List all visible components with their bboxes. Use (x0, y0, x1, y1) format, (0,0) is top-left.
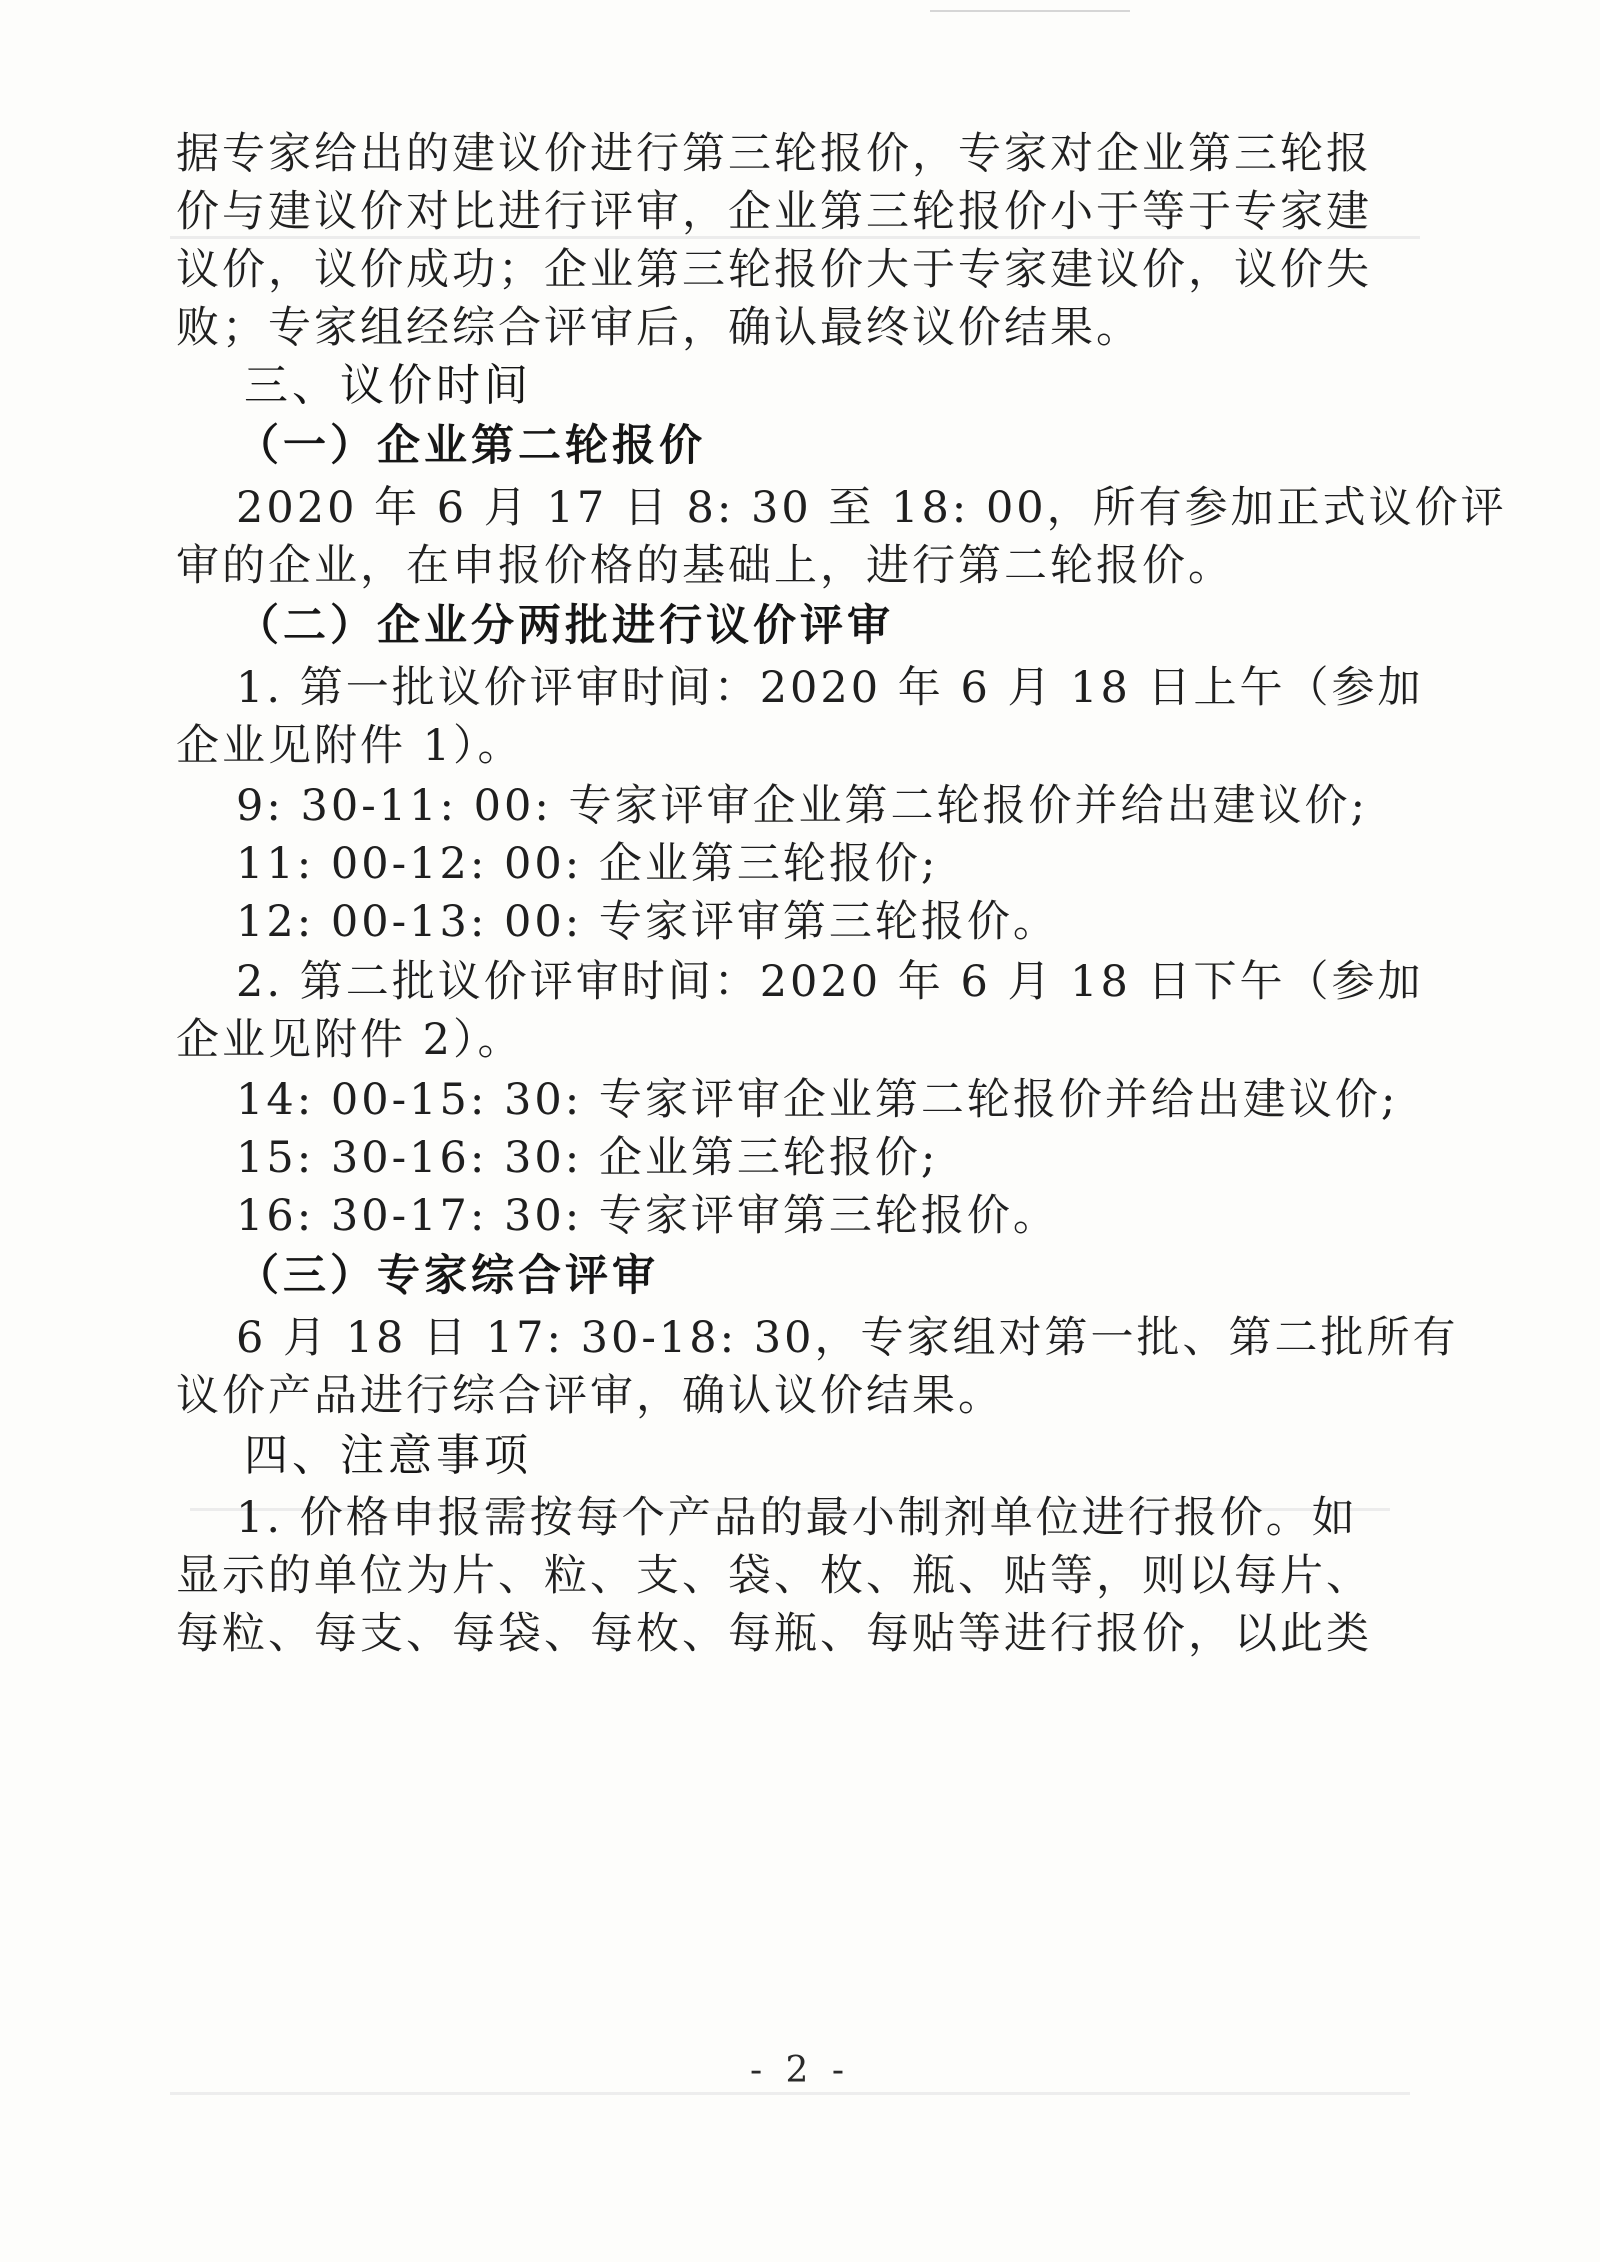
schedule-item: 15: 30-16: 30: 企业第三轮报价; (236, 1133, 939, 1183)
paragraph-line: 企业见附件 2）。 (176, 1015, 524, 1065)
schedule-item: 14: 00-15: 30: 专家评审企业第二轮报价并给出建议价; (236, 1075, 1399, 1125)
paragraph-line: 6 月 18 日 17: 30-18: 30，专家组对第一批、第二批所有 (236, 1313, 1459, 1363)
paragraph-line: 据专家给出的建议价进行第三轮报价，专家对企业第三轮报 (176, 129, 1372, 179)
paragraph-line: 议价，议价成功；企业第三轮报价大于专家建议价，议价失 (176, 245, 1372, 295)
paragraph-line: 败；专家组经综合评审后，确认最终议价结果。 (176, 303, 1142, 353)
paragraph-line: 显示的单位为片、粒、支、袋、枚、瓶、贴等，则以每片、 (176, 1551, 1372, 1601)
section-heading: 四、注意事项 (244, 1430, 532, 1481)
paragraph-line: 议价产品进行综合评审，确认议价结果。 (176, 1371, 1004, 1421)
paragraph-line: 1. 第一批议价评审时间：2020 年 6 月 18 日上午（参加 (236, 663, 1424, 713)
page-number: - 2 - (749, 2050, 851, 2091)
schedule-item: 9: 30-11: 00: 专家评审企业第二轮报价并给出建议价; (236, 781, 1368, 831)
subsection-heading: （二）企业分两批进行议价评审 (236, 601, 894, 651)
scan-artifact-top (930, 10, 1130, 12)
paragraph-line: 1. 价格申报需按每个产品的最小制剂单位进行报价。如 (236, 1493, 1358, 1543)
paragraph-line: 价与建议价对比进行评审，企业第三轮报价小于等于专家建 (176, 187, 1372, 237)
schedule-item: 11: 00-12: 00: 企业第三轮报价; (236, 839, 939, 889)
section-heading: 三、议价时间 (244, 360, 532, 411)
footer-rule (170, 2092, 1410, 2095)
subsection-heading: （三）专家综合评审 (236, 1251, 659, 1301)
paragraph-line: 审的企业，在申报价格的基础上，进行第二轮报价。 (176, 541, 1234, 591)
subsection-heading: （一）企业第二轮报价 (236, 421, 706, 471)
schedule-item: 12: 00-13: 00: 专家评审第三轮报价。 (236, 897, 1059, 947)
schedule-item: 16: 30-17: 30: 专家评审第三轮报价。 (236, 1191, 1059, 1241)
paragraph-line: 每粒、每支、每袋、每枚、每瓶、每贴等进行报价，以此类 (176, 1609, 1372, 1659)
paragraph-line: 2. 第二批议价评审时间：2020 年 6 月 18 日下午（参加 (236, 957, 1424, 1007)
paragraph-line: 企业见附件 1）。 (176, 721, 524, 771)
paragraph-line: 2020 年 6 月 17 日 8: 30 至 18: 00，所有参加正式议价评 (236, 483, 1507, 533)
